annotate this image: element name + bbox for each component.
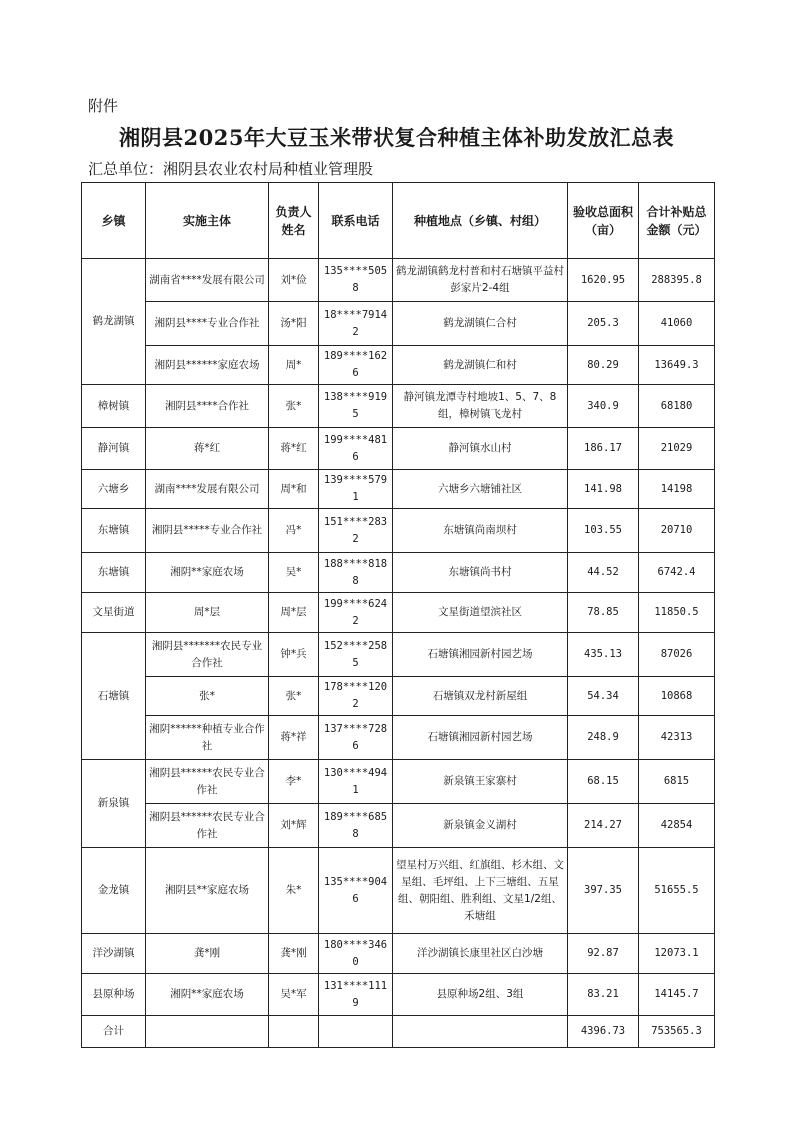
entity-cell: 湖南省****发展有限公司	[146, 259, 269, 302]
phone-cell: 139****5791	[319, 470, 393, 509]
table-row	[82, 302, 715, 346]
table-row	[82, 804, 715, 848]
town-cell: 洋沙湖镇	[82, 934, 146, 974]
amount-cell: 41060	[639, 302, 715, 346]
phone-cell: 135****5058	[319, 259, 393, 302]
person-cell: 周*层	[269, 593, 319, 633]
phone-cell: 138****9195	[319, 385, 393, 428]
person-cell: 张*	[269, 385, 319, 428]
entity-cell: 湘阴县**家庭农场	[146, 848, 269, 934]
location-cell: 东塘镇尚南坝村	[393, 509, 568, 553]
header-town: 乡镇	[82, 183, 146, 259]
amount-cell: 42854	[639, 804, 715, 848]
phone-cell: 178****1202	[319, 677, 393, 716]
annex-label: 附件	[88, 97, 119, 115]
entity-cell: 周*层	[146, 593, 269, 633]
area-cell: 103.55	[568, 509, 639, 553]
entity-cell: 湖南****发展有限公司	[146, 470, 269, 509]
location-cell: 石塘镇湘园新村园艺场	[393, 716, 568, 760]
person-cell: 周*和	[269, 470, 319, 509]
area-cell: 248.9	[568, 716, 639, 760]
phone-cell: 131****1119	[319, 974, 393, 1016]
amount-cell: 11850.5	[639, 593, 715, 633]
area-cell: 83.21	[568, 974, 639, 1016]
amount-cell: 288395.8	[639, 259, 715, 302]
amount-cell: 42313	[639, 716, 715, 760]
amount-cell: 20710	[639, 509, 715, 553]
table-row	[82, 259, 715, 302]
phone-cell: 152****2585	[319, 633, 393, 677]
phone-cell: 199****4816	[319, 428, 393, 470]
person-cell: 钟*兵	[269, 633, 319, 677]
person-cell: 吴*军	[269, 974, 319, 1016]
entity-cell: 湘阴**家庭农场	[146, 974, 269, 1016]
header-row	[82, 183, 715, 259]
header-phone: 联系电话	[319, 183, 393, 259]
location-cell: 新泉镇金义湖村	[393, 804, 568, 848]
location-cell: 文星街道望滨社区	[393, 593, 568, 633]
area-cell: 54.34	[568, 677, 639, 716]
table-row	[82, 509, 715, 553]
table-row	[82, 633, 715, 677]
table-row	[82, 470, 715, 509]
entity-cell: 湘阴县******农民专业合作社	[146, 760, 269, 804]
area-cell: 92.87	[568, 934, 639, 974]
entity-cell: 湘阴县******农民专业合作社	[146, 804, 269, 848]
person-cell: 刘*俭	[269, 259, 319, 302]
area-cell: 205.3	[568, 302, 639, 346]
table-row	[82, 760, 715, 804]
entity-cell: 蒋*红	[146, 428, 269, 470]
town-cell: 六塘乡	[82, 470, 146, 509]
town-cell: 金龙镇	[82, 848, 146, 934]
location-cell: 六塘乡六塘铺社区	[393, 470, 568, 509]
header-entity: 实施主体	[146, 183, 269, 259]
amount-cell: 14198	[639, 470, 715, 509]
area-cell: 1620.95	[568, 259, 639, 302]
person-cell: 汤*阳	[269, 302, 319, 346]
amount-cell: 13649.3	[639, 346, 715, 385]
phone-cell: 189****1626	[319, 346, 393, 385]
phone-cell: 180****3460	[319, 934, 393, 974]
area-cell: 141.98	[568, 470, 639, 509]
phone-cell: 189****6858	[319, 804, 393, 848]
person-cell: 张*	[269, 677, 319, 716]
amount-cell: 6815	[639, 760, 715, 804]
entity-cell: 湘阴县****专业合作社	[146, 302, 269, 346]
town-cell: 东塘镇	[82, 553, 146, 593]
amount-cell: 68180	[639, 385, 715, 428]
table-row	[82, 428, 715, 470]
entity-cell: 湘阴县******家庭农场	[146, 346, 269, 385]
town-cell: 东塘镇	[82, 509, 146, 553]
phone-cell: 18****79142	[319, 302, 393, 346]
phone-cell: 135****9046	[319, 848, 393, 934]
person-cell: 朱*	[269, 848, 319, 934]
location-cell: 鹤龙湖镇仁和村	[393, 346, 568, 385]
area-cell: 214.27	[568, 804, 639, 848]
area-cell: 435.13	[568, 633, 639, 677]
phone-cell: 130****4941	[319, 760, 393, 804]
area-cell: 68.15	[568, 760, 639, 804]
amount-cell: 6742.4	[639, 553, 715, 593]
location-cell: 静河镇水山村	[393, 428, 568, 470]
entity-cell: 张*	[146, 677, 269, 716]
area-cell: 186.17	[568, 428, 639, 470]
empty-cell	[319, 1016, 393, 1048]
amount-cell: 87026	[639, 633, 715, 677]
town-cell: 静河镇	[82, 428, 146, 470]
location-cell: 石塘镇湘园新村园艺场	[393, 633, 568, 677]
location-cell: 静河镇龙潭寺村地坡1、5、7、8组，樟树镇飞龙村	[393, 385, 568, 428]
table-row	[82, 974, 715, 1016]
table-row	[82, 934, 715, 974]
town-cell: 鹤龙湖镇	[82, 259, 146, 385]
entity-cell: 湘阴县*******农民专业合作社	[146, 633, 269, 677]
location-cell: 县原种场2组、3组	[393, 974, 568, 1016]
total-amount: 753565.3	[639, 1016, 715, 1048]
header-location: 种植地点（乡镇、村组）	[393, 183, 568, 259]
town-cell: 文星街道	[82, 593, 146, 633]
person-cell: 吴*	[269, 553, 319, 593]
table-row	[82, 553, 715, 593]
amount-cell: 10868	[639, 677, 715, 716]
header-amount: 合计补贴总金额（元）	[639, 183, 715, 259]
phone-cell: 151****2832	[319, 509, 393, 553]
amount-cell: 12073.1	[639, 934, 715, 974]
summary-unit: 汇总单位：湘阴县农业农村局种植业管理股	[88, 160, 374, 178]
total-row	[82, 1016, 715, 1048]
phone-cell: 137****7286	[319, 716, 393, 760]
header-area: 验收总面积（亩）	[568, 183, 639, 259]
town-cell: 县原种场	[82, 974, 146, 1016]
table-row	[82, 848, 715, 934]
area-cell: 80.29	[568, 346, 639, 385]
entity-cell: 龚*刚	[146, 934, 269, 974]
table-row	[82, 716, 715, 760]
table-row	[82, 346, 715, 385]
table-row	[82, 593, 715, 633]
town-cell: 新泉镇	[82, 760, 146, 848]
entity-cell: 湘阴县****合作社	[146, 385, 269, 428]
table-row	[82, 385, 715, 428]
person-cell: 李*	[269, 760, 319, 804]
location-cell: 洋沙湖镇长康里社区白沙塘	[393, 934, 568, 974]
phone-cell: 199****6242	[319, 593, 393, 633]
area-cell: 44.52	[568, 553, 639, 593]
amount-cell: 21029	[639, 428, 715, 470]
empty-cell	[146, 1016, 269, 1048]
phone-cell: 188****8188	[319, 553, 393, 593]
header-person: 负责人姓名	[269, 183, 319, 259]
town-cell: 石塘镇	[82, 633, 146, 760]
page-title: 湘阴县2025年大豆玉米带状复合种植主体补助发放汇总表	[119, 125, 674, 150]
area-cell: 397.35	[568, 848, 639, 934]
location-cell: 鹤龙湖镇仁合村	[393, 302, 568, 346]
person-cell: 冯*	[269, 509, 319, 553]
amount-cell: 14145.7	[639, 974, 715, 1016]
subsidy-table	[81, 182, 715, 1048]
person-cell: 周*	[269, 346, 319, 385]
amount-cell: 51655.5	[639, 848, 715, 934]
location-cell: 望星村万兴组、红旗组、杉木组、文星组、毛坪组、上下三塘组、五星组、朝阳组、胜利组、文星1/2组、禾塘组	[393, 848, 568, 934]
entity-cell: 湘阴县*****专业合作社	[146, 509, 269, 553]
town-cell: 樟树镇	[82, 385, 146, 428]
area-cell: 340.9	[568, 385, 639, 428]
person-cell: 刘*辉	[269, 804, 319, 848]
location-cell: 东塘镇尚书村	[393, 553, 568, 593]
location-cell: 新泉镇王家寨村	[393, 760, 568, 804]
entity-cell: 湘阴**家庭农场	[146, 553, 269, 593]
location-cell: 鹤龙湖镇鹤龙村普和村石塘镇平益村彭家片2-4组	[393, 259, 568, 302]
total-area: 4396.73	[568, 1016, 639, 1048]
total-label: 合计	[82, 1016, 146, 1048]
person-cell: 龚*刚	[269, 934, 319, 974]
table-row	[82, 677, 715, 716]
empty-cell	[393, 1016, 568, 1048]
entity-cell: 湘阴******种植专业合作社	[146, 716, 269, 760]
location-cell: 石塘镇双龙村新屋组	[393, 677, 568, 716]
person-cell: 蒋*红	[269, 428, 319, 470]
empty-cell	[269, 1016, 319, 1048]
area-cell: 78.85	[568, 593, 639, 633]
person-cell: 蒋*祥	[269, 716, 319, 760]
